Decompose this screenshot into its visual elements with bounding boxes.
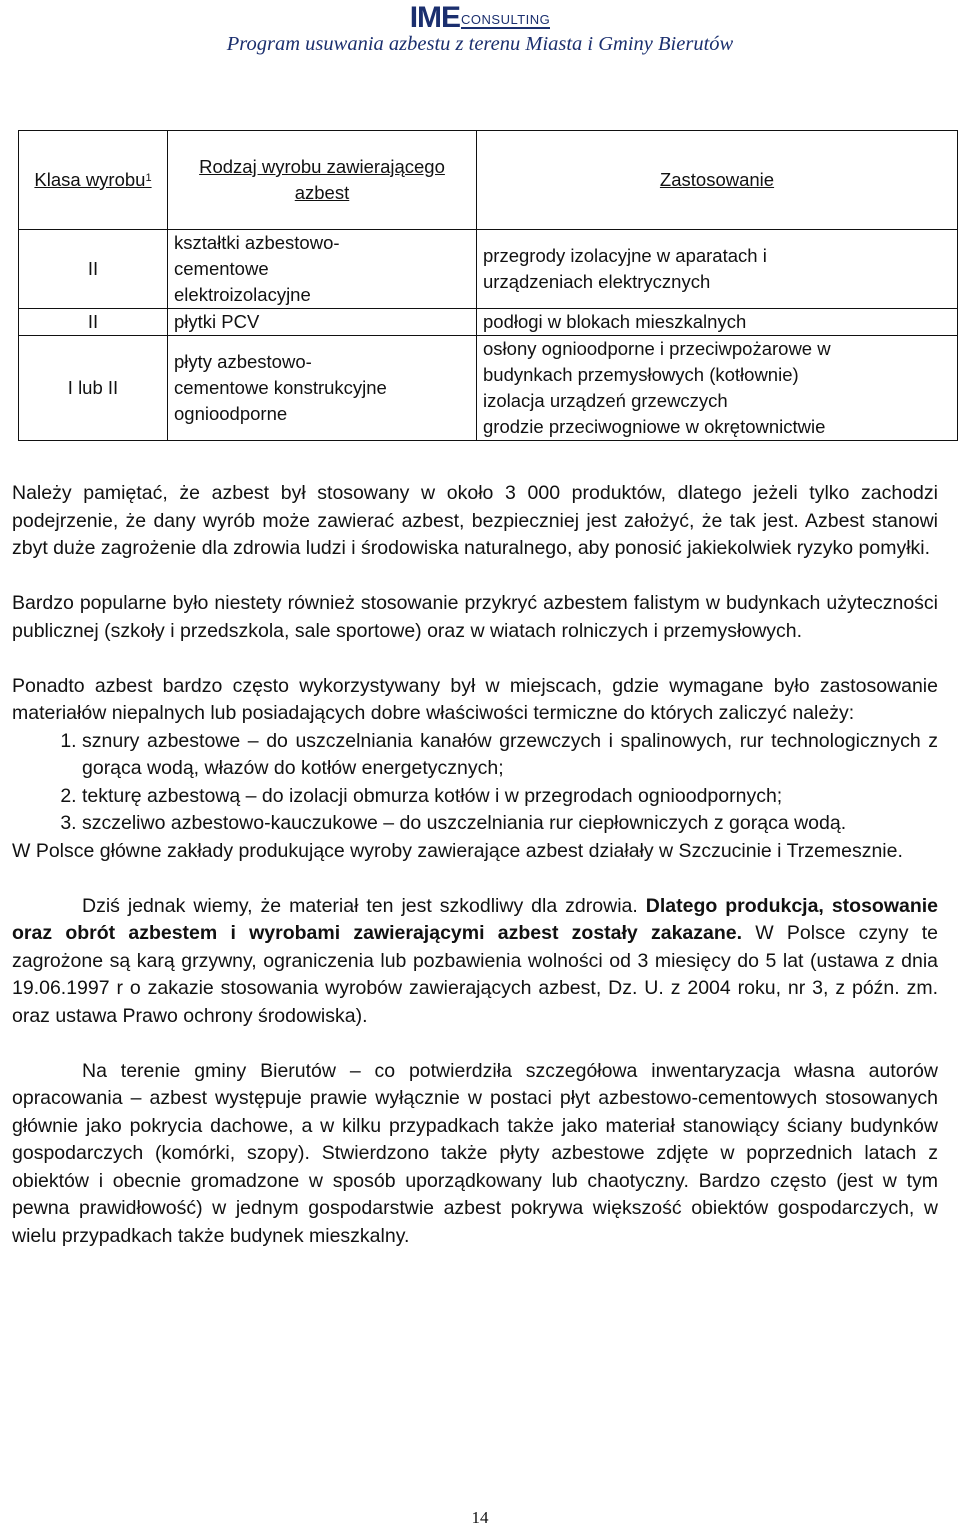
header-usage: Zastosowanie [477, 131, 958, 230]
cell-usage: przegrody izolacyjne w aparatach i urządzeniach elektrycznych [477, 230, 958, 309]
paragraph: W Polsce główne zakłady produkujące wyroby zawierające azbest działały w Szczucinie i Trzemesznie. [12, 839, 903, 862]
logo-sub-text: CONSULTING [461, 12, 551, 27]
table-row [19, 230, 958, 309]
bold-statement: Dlatego produkcja, stosowanie oraz obrót azbestem i wyrobami zawierającymi azbest zostały zakazane. [12, 894, 939, 944]
cell-usage: podłogi w blokach mieszkalnych [477, 309, 958, 336]
document-subtitle: Program usuwania azbestu z terenu Miasta i Gminy Bierutów [226, 33, 734, 55]
paragraph: Na terenie gminy Bierutów – co potwierdziła szczegółowa inwentaryzacja własna autorów opracowania – azbest występuje prawie wyłącznie w postaci płyt azbestowo-cementowych stosowanych głównie jako pokrycia dachowe, a w kilku przypadkach także jako materiał stanowiący ściany budynków gospodarczych (komórki, szopy). Stwierdzono także płyty azbestowe zdjęte w poprzednich latach z obiektów i obecnie gromadzone w sposób uporządkowany lub chaotyczny. Bardzo często (jest w tym pewna prawidłowość) w jednym gospodarstwie azbest pokrywa większość obiektów gospodarczych, w wielu przypadkach także budynek mieszkalny. [12, 1059, 938, 1247]
cell-class: II [19, 309, 168, 336]
paragraph: Należy pamiętać, że azbest był stosowany w około 3 000 produktów, dlatego jeżeli tylko zachodzi podejrzenie, że dany wyrób może zawierać azbest, bezpieczniej jest założyć, że tak jest. Azbest stanowi zbyt duże zagrożenie dla zdrowia ludzi i środowiska naturalnego, aby ponosić jakiekolwiek ryzyko pomyłki. [12, 482, 938, 559]
cell-usage: osłony ognioodporne i przeciwpożarowe w budynkach przemysłowych (kotłownie) izolacja urządzeń grzewczych grodzie przeciwogniowe w okrętownictwie [477, 336, 958, 441]
body-text [12, 480, 938, 1250]
cell-class: I lub II [19, 336, 168, 441]
logo-main-text: IME [409, 1, 461, 34]
header-class: Klasa wyrobu$^1$ [19, 131, 168, 230]
header-product-type: Rodzaj wyrobu zawierającego azbest [168, 131, 477, 230]
cell-class: II [19, 230, 168, 309]
list-item: 2. tekturę azbestową – do izolacji obmurza kotłów i w przegrodach ognioodpornych; [82, 783, 938, 811]
table-row [19, 336, 958, 441]
cell-product: płytki PCV [168, 309, 477, 336]
cell-product: płyty azbestowo- cementowe konstrukcyjne ognioodporne [168, 336, 477, 441]
paragraph: Dziś jednak wiemy, że materiał ten jest szkodliwy dla zdrowia. Dlatego produkcja, stosowanie oraz obrót azbestem i wyrobami zawierającymi azbest zostały zakazane. W Polsce czyny te zagrożone są karą grzywny, ograniczenia lub pozbawienia wolności od 3 miesięcy do 5 lat (ustawa z dnia 19.06.1997 r o zakazie stosowania wyrobów zawierających azbest, Dz. U. z 2004 roku, nr 3, z późn. zm. oraz ustawa Prawo ochrony środowiska). [12, 894, 939, 1027]
footnote-marker: 1 [145, 172, 152, 184]
page-header [0, 0, 960, 56]
paragraph: Bardzo popularne było niestety również stosowanie przykryć azbestem falistym w budynkach użyteczności publicznej (szkoły i przedszkola, sale sportowe) oraz w wiatach rolniczych i przemysłowych. [12, 592, 938, 642]
list-item: 3. szczeliwo azbestowo-kauczukowe – do uszczelniania rur ciepłowniczych z gorąca wodą. [82, 810, 938, 838]
cell-product: kształtki azbestowo- cementowe elektroizolacyjne [168, 230, 477, 309]
asbestos-uses-list [12, 728, 938, 838]
paragraph: Ponadto azbest bardzo często wykorzystywany był w miejscach, gdzie wymagane było zastosowanie materiałów niepalnych lub posiadających dobre właściwości termiczne do których zaliczyć należy: [12, 674, 938, 724]
list-item: 1. sznury azbestowe – do uszczelniania kanałów grzewczych i spalinowych, rur technologicznych z gorąca wodą, włazów do kotłów energetycznych; [82, 728, 938, 783]
company-logo [410, 2, 551, 32]
table-row [19, 309, 958, 336]
asbestos-products-table [18, 130, 958, 441]
table-header-row [19, 131, 958, 230]
page-number: 14 [471, 1508, 489, 1527]
